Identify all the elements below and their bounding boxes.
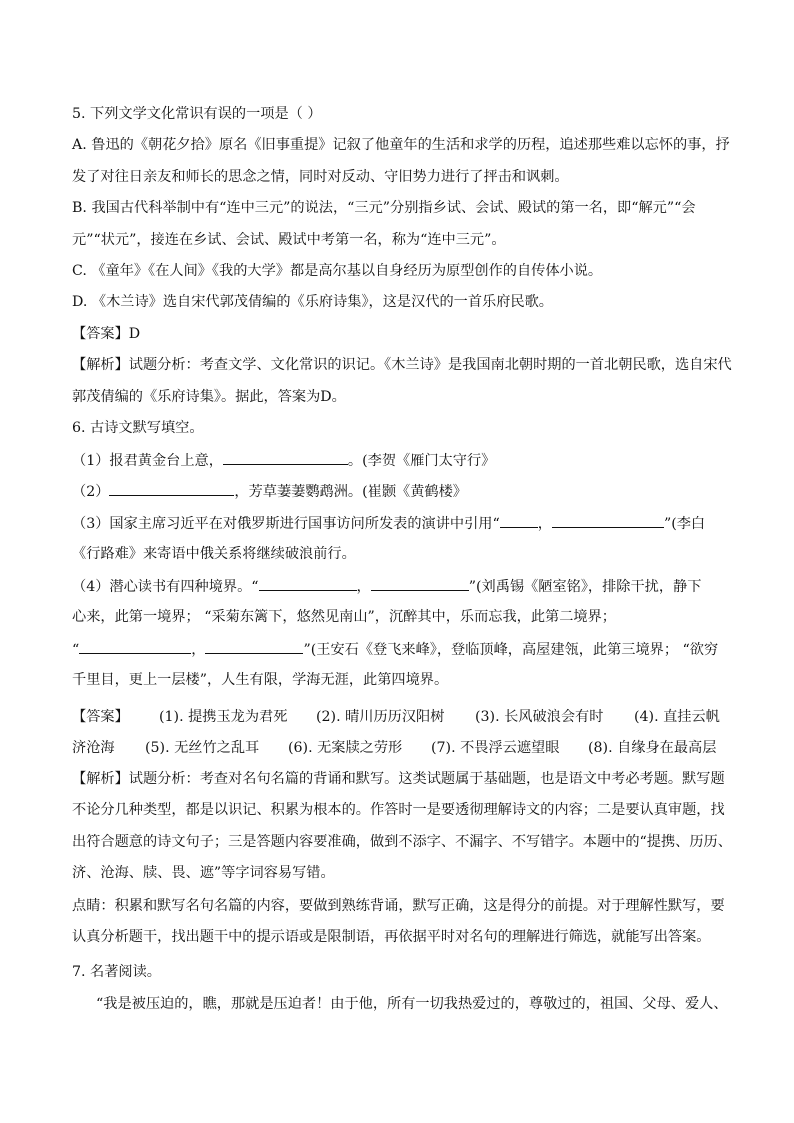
q5-title: 5. 下列文学文化常识有误的一项是（ ） [72,106,322,122]
q5-option-a-line1: A. 鲁迅的《朝花夕拾》原名《旧事重提》记叙了他童年的生活和求学的历程，追述那些难以忘怀的事，抒 [72,137,730,153]
q6-answer-4-cont: 济沧海 [72,740,115,756]
q6-analysis-line1: 【解析】试题分析：考查对名句名篇的背诵和默写。这类试题属于基础题，也是语文中考必考题。默写题 [72,771,725,787]
q6-item4-line4: 千里目，更上一层楼”，人生有限，学海无涯，此第四境界。 [72,672,449,688]
fill-blank [79,639,191,654]
q5-option-b-line1: B. 我国古代科举制中有“连中三元”的说法，“三元”分别指乡试、会试、殿试的第一名，即“解元”“会 [72,200,696,216]
q6-answer-3: (3). 长风破浪会有时 [475,709,604,725]
q7-passage-line1: “我是被压迫的，瞧，那就是压迫者！由于他，所有一切我热爱过的，尊敬过的，祖国、父母、爱人、 [96,996,728,1012]
fill-blank [109,481,234,496]
q5-option-c: C. 《童年》《在人间》《我的大学》都是高尔基以自身经历为原型创作的自传体小说。 [72,263,603,279]
q6-item1-prefix: （1）报君黄金台上意， [72,453,223,469]
q7-title: 7. 名著阅读。 [72,964,161,980]
q6-item3 [72,513,705,534]
q6-analysis-line2: 不论分几种类型，都是以识记、积累为根本的。作答时一是要透彻理解诗文的内容；二是要认真审题，找 [72,802,725,818]
q6-item3-prefix: （3）国家主席习近平在对俄罗斯进行国事访问所发表的演讲中引用“ [72,516,500,532]
q6-tip-line2: 认真分析题干，找出题干中的提示语或是限制语，再依据平时对名句的理解进行筛选，就能写出答案。 [72,929,711,945]
q6-item4-prefix: （4）潜心读书有四种境界。“ [72,579,259,595]
q6-item3-line2: 《行路难》来寄语中俄关系将继续破浪前行。 [72,546,356,562]
fill-blank [500,513,538,528]
q6-item1-suffix: 。(李贺《雁门太守行》 [347,453,496,469]
q6-answer-6: (6). 无案牍之劳形 [288,740,403,756]
q6-answer-5: (5). 无丝竹之乱耳 [145,740,260,756]
q6-tip-line1: 点睛：积累和默写名句名篇的内容，要做到熟练背诵，默写正确，这是得分的前提。对于理解性默写，要 [72,898,725,914]
q6-item3-suffix: ”(李白 [663,516,706,532]
q6-item4-separator: ， [356,579,371,595]
q6-item4-suffix: ”(刘禹锡《陋室铭》，排除干扰，静下 [468,579,702,595]
q5-option-b-line2: 元”“状元”，接连在乡试、会试、殿试中考第一名，称为“连中三元”。 [72,232,506,248]
q5-option-d: D. 《木兰诗》选自宋代郭茂倩编的《乐府诗集》，这是汉代的一首乐府民歌。 [72,294,553,310]
q6-item1 [72,450,495,471]
q6-item3-separator: ， [537,516,552,532]
q6-item2-suffix: ，芳草萋萋鹦鹉洲。(崔颢《黄鹤楼》 [234,484,467,500]
q6-answer-7: (7). 不畏浮云遮望眼 [431,740,560,756]
q6-item4-line3-prefix: “ [72,642,80,658]
q6-item4-line3 [72,639,718,660]
fill-blank [205,639,303,654]
q6-item4-line2: 心来，此第一境界； “采菊东篱下，悠然见南山”，沉醉其中，乐而忘我，此第二境界； [72,609,616,625]
q5-analysis-line2: 郭茂倩编的《乐府诗集》。据此，答案为D。 [72,389,346,405]
q6-item4-line3-separator: ， [191,642,206,658]
q6-answer-1: (1). 提携玉龙为君死 [159,709,288,725]
q6-analysis-line4: 济、沧海、牍、畏、遮”等字词容易写错。 [72,865,335,881]
fill-blank [552,513,664,528]
q6-answer-8: (8). 自缘身在最高层 [588,740,717,756]
fill-blank [371,576,469,591]
q6-item2 [72,481,467,502]
q6-item4-line3-suffix: ”(王安石《登飞来峰》，登临顶峰，高屋建瓴，此第三境界； “欲穷 [303,642,719,658]
q5-answer: 【答案】D [72,326,141,342]
q5-option-a-line2: 发了对往日亲友和师长的思念之情，同时对反动、守旧势力进行了抨击和讽刺。 [72,169,569,185]
q6-answer-label: 【答案】 [72,709,129,725]
fill-blank [223,450,348,465]
q6-analysis-line3: 出符合题意的诗文句子；三是答题内容要准确，做到不添字、不漏字、不写错字。本题中的“提携、历历、 [72,834,732,850]
fill-blank [259,576,357,591]
q6-answer-2: (2). 晴川历历汉阳树 [316,709,445,725]
q6-answer-4: (4). 直挂云帆 [634,709,720,725]
q6-item4 [72,576,701,597]
q5-analysis-line1: 【解析】试题分析：考查文学、文化常识的识记。《木兰诗》是我国南北朝时期的一首北朝民歌，选自宋代 [72,357,732,373]
q6-title: 6. 古诗文默写填空。 [72,420,204,436]
q6-item2-prefix: （2） [72,484,110,500]
